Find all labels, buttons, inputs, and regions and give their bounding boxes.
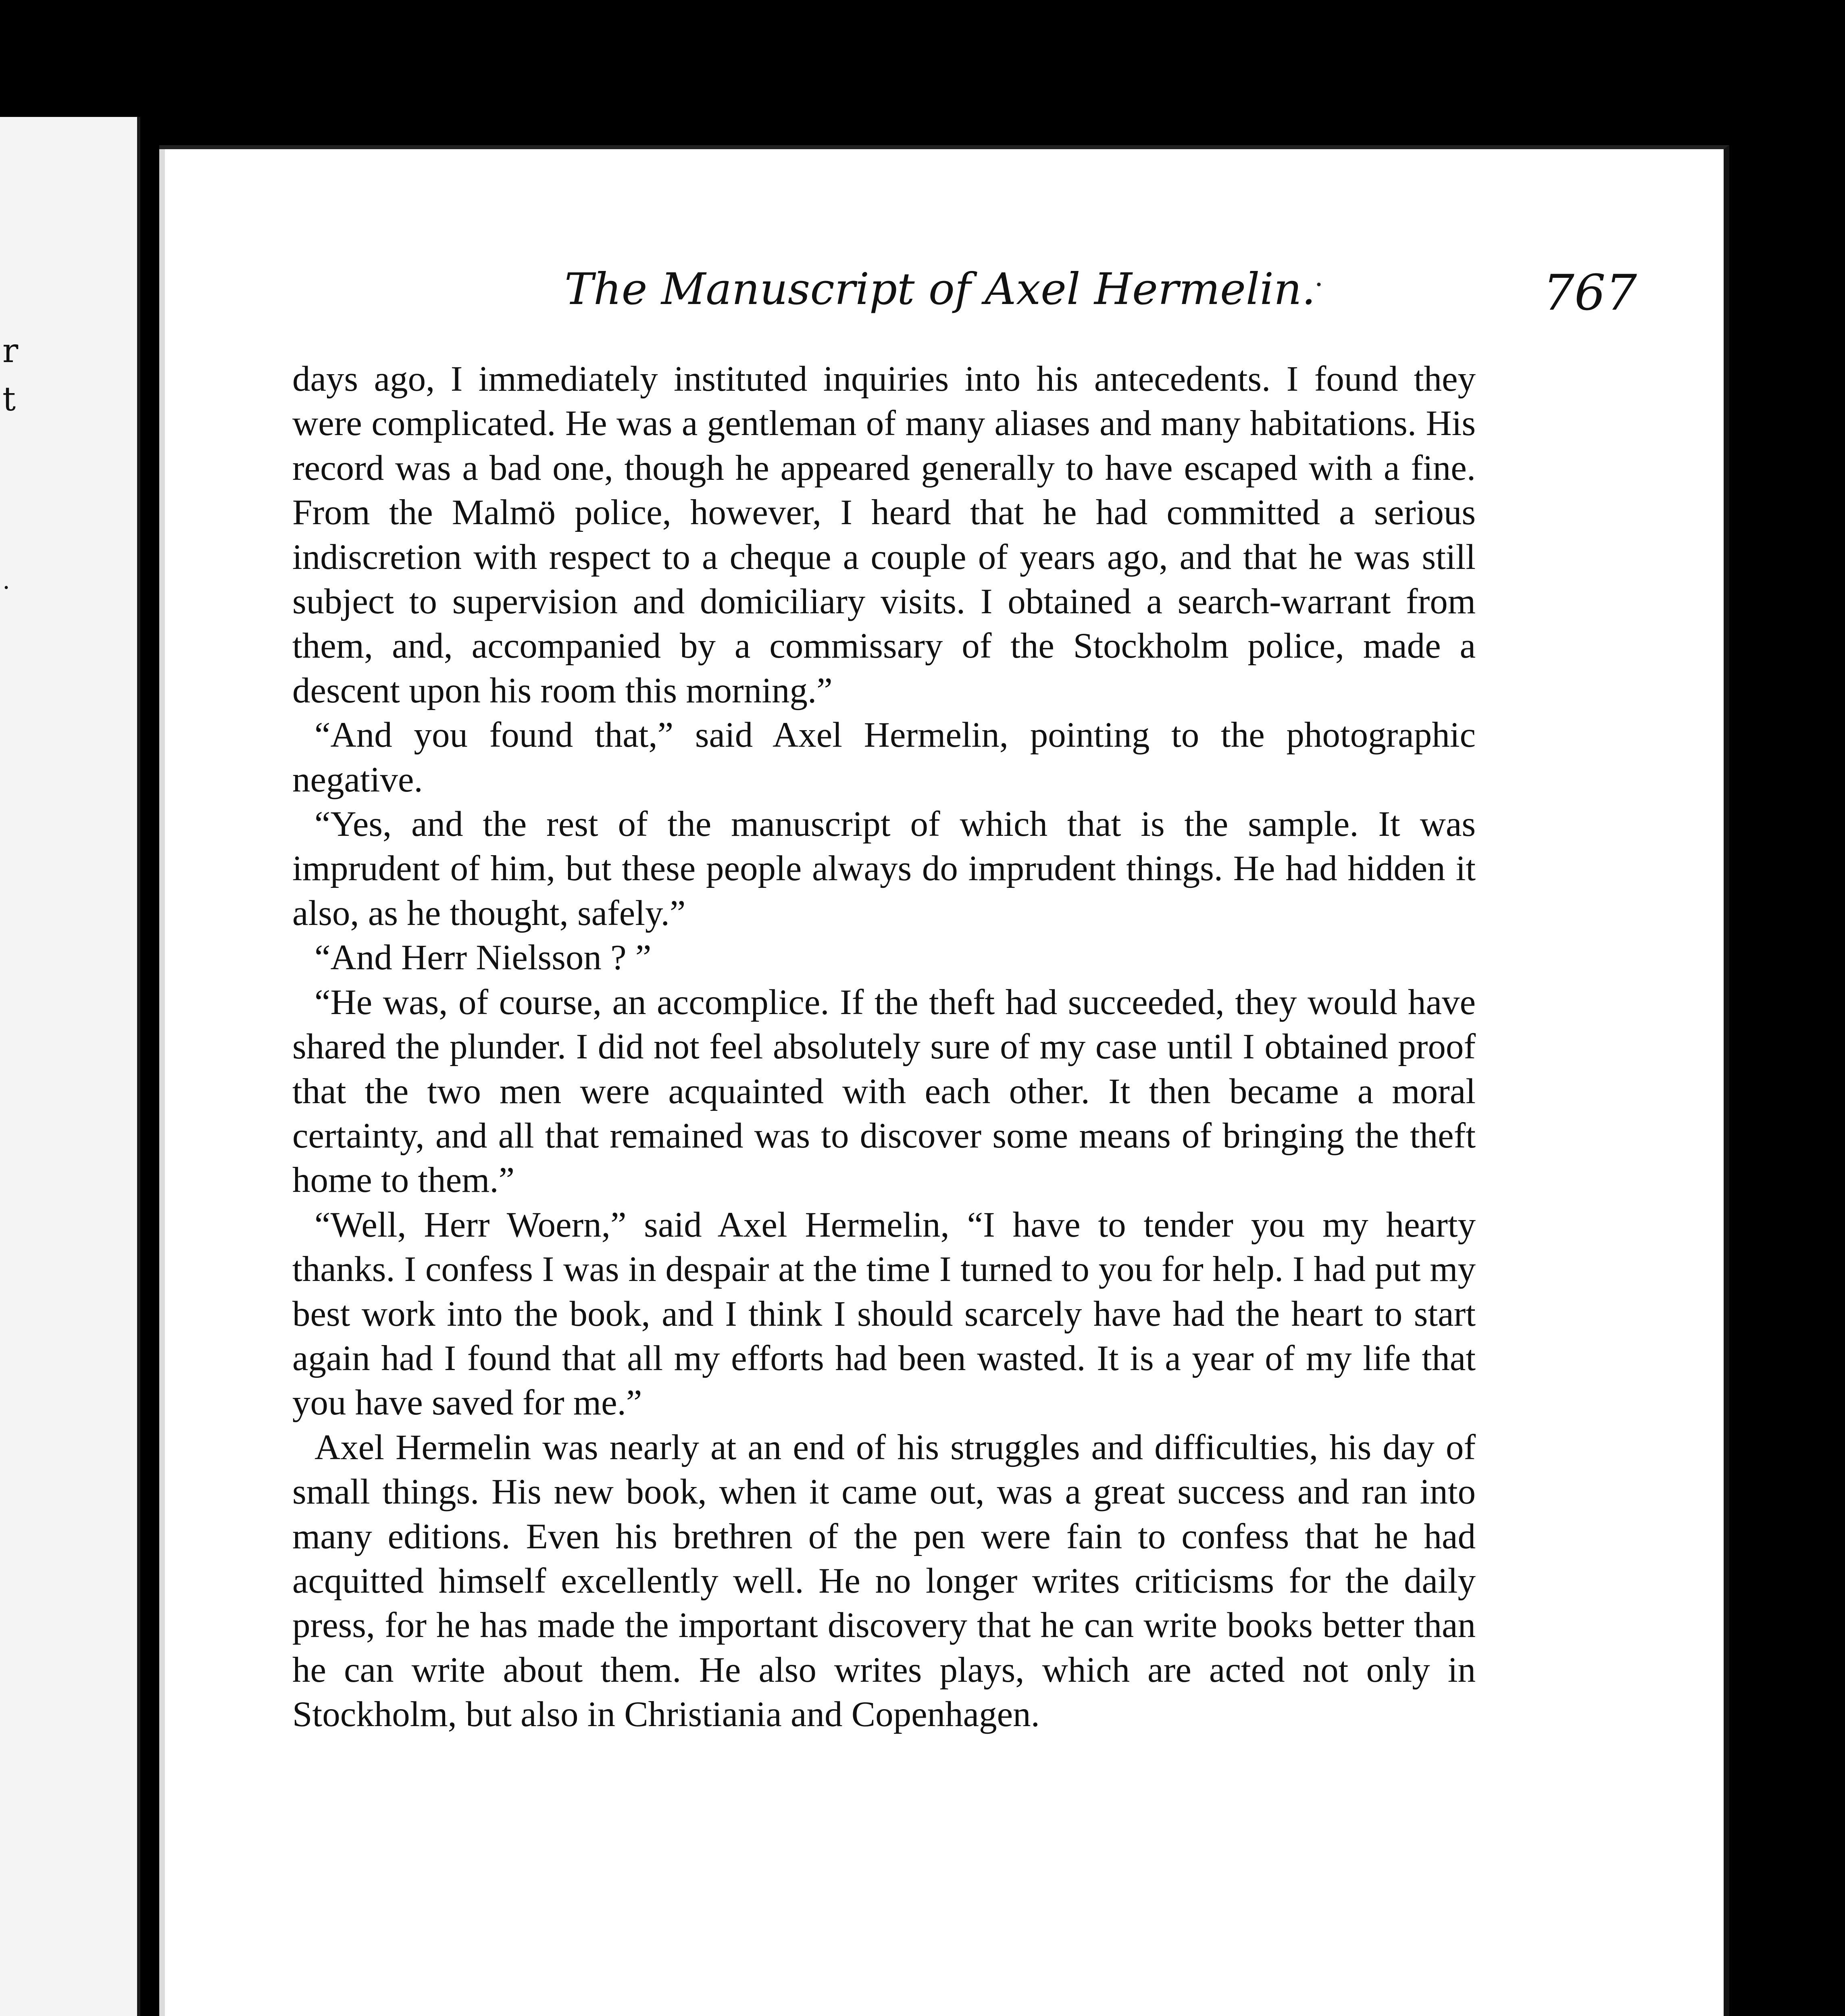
facing-page-fragment: . bbox=[2, 566, 10, 595]
paragraph: “And you found that,” said Axel Hermelin, pointing to the photographic negative. bbox=[292, 715, 1476, 800]
head-mark: · bbox=[1314, 268, 1324, 301]
body-text bbox=[292, 357, 1476, 1737]
facing-page-edge bbox=[0, 117, 140, 2016]
paragraph: “Yes, and the rest of the manuscript of which that is the sample. It was imprudent of him, but these people always do imprudent things. He had hidden it also, as he thought, safely.” bbox=[292, 804, 1476, 933]
running-head bbox=[564, 264, 1637, 325]
paragraph: days ago, I immediately instituted inquiries into his antecedents. I found they were complicated. He was a gentleman of many aliases and many habitations. His record was a bad one, though he appeared generally to have escaped with a fine. From the Malmö police, however, I heard that he had committed a serious indiscretion with respect to a cheque a couple of years ago, and that he was still subject to supervision and domiciliary visits. I obtained a search-warrant from them, and, accompanied by a commissary of the Stockholm police, made a descent upon his room this morning.” bbox=[292, 359, 1476, 710]
paragraph: Axel Hermelin was nearly at an end of his struggles and difficulties, his day of small things. His new book, when it came out, was a great success and ran into many editions. Even his brethren of the pen were fain to confess that he had acquitted himself excellently well. He no longer writes criticisms for the daily press, for he has made the important discovery that he can write books better than he can write about them. He also writes plays, which are acted not only in Stockholm, but also in Christiania and Copenhagen. bbox=[292, 1427, 1476, 1735]
book-page bbox=[159, 145, 1729, 2016]
running-title: The Manuscript of Axel Hermelin. bbox=[564, 264, 1316, 314]
facing-page-fragment: t bbox=[2, 380, 16, 419]
paragraph: “Well, Herr Woern,” said Axel Hermelin, “I have to tender you my hearty thanks. I confess I was in despair at the time I turned to you for help. I had put my best work into the book, and I think I should scarcely have had the heart to start again had I found that all my efforts had been wasted. It is a year of my life that you have saved for me.” bbox=[292, 1205, 1476, 1423]
facing-page-fragment: r bbox=[2, 332, 19, 370]
paragraph: “He was, of course, an accomplice. If the theft had succeeded, they would have shared the plunder. I did not feel absolutely sure of my case until I obtained proof that the two men were acquainted with each other. It then became a moral certainty, and all that remained was to discover some means of bringing the theft home to them.” bbox=[292, 982, 1476, 1200]
page-number: 767 bbox=[1543, 264, 1637, 321]
paragraph: “And Herr Nielsson ? ” bbox=[314, 938, 652, 978]
